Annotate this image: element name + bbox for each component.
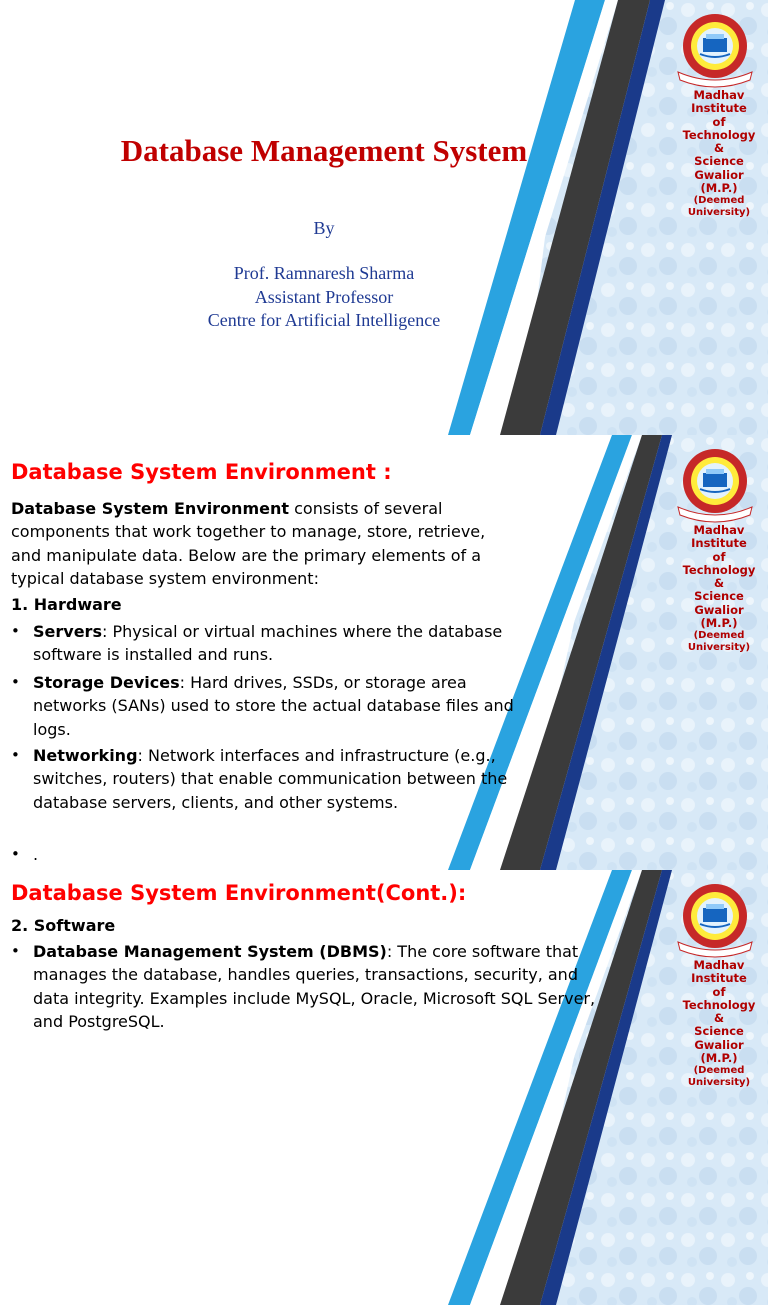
list-item: • Storage Devices: Hard drives, SSDs, or storage area networks (SANs) used to store the actual database files and logs. (11, 673, 514, 739)
slide-1 (0, 0, 768, 435)
slide-2 (0, 435, 768, 870)
institute-seal-logo (670, 445, 760, 525)
list-item: • Networking: Network interfaces and infrastructure (e.g., switches, routers) that enable communication between the database servers, clients, and other systems. (11, 746, 508, 812)
institute-seal-logo (670, 880, 760, 960)
section-heading-software: 2. Software (11, 916, 116, 935)
intro-paragraph: Database System Environment consists of several components that work together to manage, store, retrieve, and manipulate data. Below are the primary elements of a typical database system environment: (11, 499, 486, 588)
list-item: • Servers: Physical or virtual machines where the database software is installed and runs. (11, 622, 503, 665)
author-department: Centre for Artificial Intelligence (207, 310, 441, 330)
slide-title: Database System Environment : (11, 460, 392, 484)
author-role: Assistant Professor (254, 287, 394, 307)
institute-name: Madhav Institute of Technology & Science Gwalior (M.P.) (Deemed University) (682, 523, 756, 654)
list-item: • Database Management System (DBMS): The core software that manages the database, handles queries, transactions, security, and data integrity. Examples include MySQL, Oracle, Microsoft SQL Server, and PostgreSQL. (11, 942, 596, 1031)
bullet-dot-icon: • (11, 746, 20, 764)
author-name: Prof. Ramnaresh Sharma (233, 263, 415, 283)
by-label: By (313, 218, 335, 238)
institute-name: Madhav Institute of Technology & Science Gwalior (M.P.) (Deemed University) (682, 958, 756, 1089)
institute-name: Madhav Institute of Technology & Science Gwalior (M.P.) (Deemed University) (682, 88, 756, 219)
section-heading-hardware: 1. Hardware (11, 595, 122, 614)
bullet-dot-icon: • (11, 942, 20, 960)
slide-3 (0, 870, 768, 1089)
slide-title: Database System Environment(Cont.): (11, 881, 467, 905)
bullet-dot-icon: • (11, 845, 20, 863)
slide-title: Database Management System (120, 133, 528, 168)
bullet-dot-icon: • (11, 622, 20, 640)
list-item: • . (11, 843, 601, 866)
bullet-dot-icon: • (11, 673, 20, 691)
institute-seal-logo (670, 10, 760, 90)
